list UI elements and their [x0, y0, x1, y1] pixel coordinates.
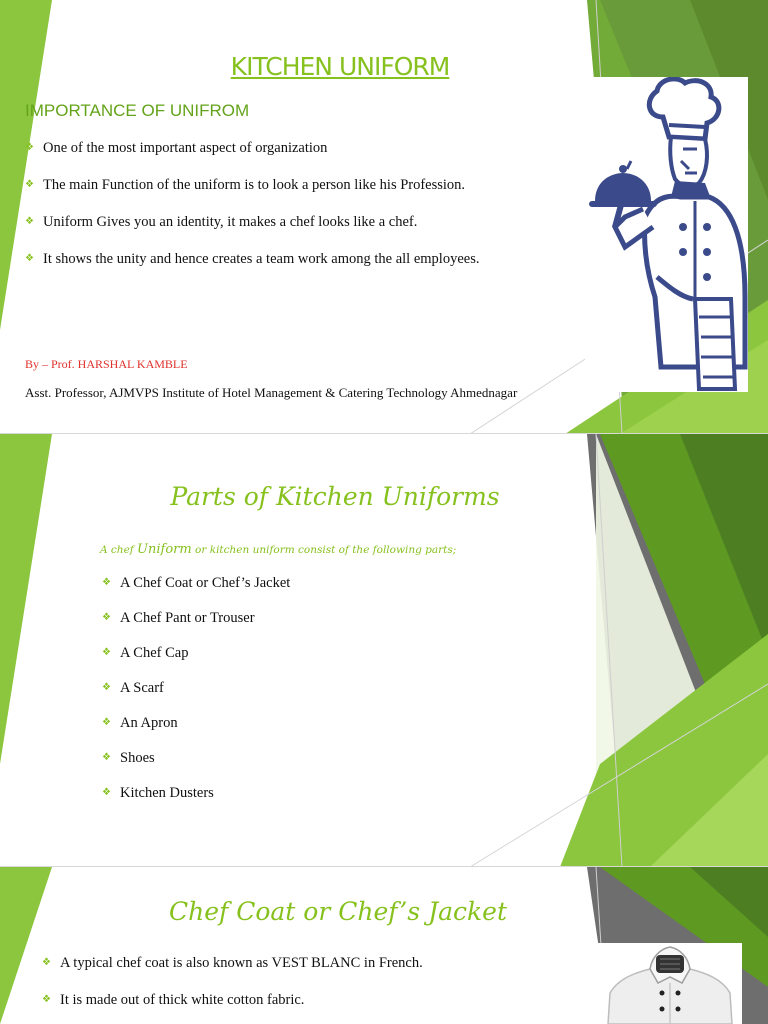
diamond-bullet-icon: ❖ [102, 577, 111, 588]
bullet-text: Shoes [120, 750, 155, 766]
diamond-bullet-icon: ❖ [42, 994, 51, 1005]
list-item [25, 213, 479, 250]
list-item [102, 714, 290, 749]
bullet-text: A Chef Pant or Trouser [120, 610, 255, 626]
diamond-bullet-icon: ❖ [42, 957, 51, 968]
diamond-bullet-icon: ❖ [25, 142, 34, 153]
bullet-text: The main Function of the uniform is to look a person like his Profession. [43, 177, 466, 193]
author-byline: By – Prof. HARSHAL KAMBLE [25, 357, 188, 371]
list-item [102, 749, 290, 784]
diamond-bullet-icon: ❖ [25, 179, 34, 190]
parts-bullet-list [102, 574, 290, 819]
list-item [102, 609, 290, 644]
bullet-text: A Scarf [120, 680, 164, 696]
bullet-text: A Chef Cap [120, 645, 189, 661]
diamond-bullet-icon: ❖ [102, 717, 111, 728]
importance-subheading: IMPORTANCE OF UNIFROM [25, 101, 250, 120]
bullet-text: It is made out of thick white cotton fabric. [60, 992, 305, 1008]
chef-jacket-photo-icon [598, 943, 742, 1024]
slide-1-title: KITCHEN UNIFORM [230, 52, 450, 81]
list-item [102, 784, 290, 819]
list-item [42, 954, 423, 991]
list-item [102, 644, 290, 679]
chef-coat-bullet-list [42, 954, 423, 1024]
bullet-text: A typical chef coat is also known as VEST BLANC in French. [60, 955, 423, 971]
list-item [102, 679, 290, 714]
list-item [25, 139, 479, 176]
slide-2 [0, 434, 768, 867]
bullet-text: A Chef Coat or Chef’s Jacket [120, 575, 291, 591]
diamond-bullet-icon: ❖ [25, 216, 34, 227]
list-item [25, 176, 479, 213]
chef-illustration-icon [585, 77, 748, 392]
slide-3-title: Chef Coat or Chef’s Jacket [168, 897, 507, 926]
slide-3 [0, 867, 768, 1024]
diamond-bullet-icon: ❖ [25, 253, 34, 264]
intro-suffix: or kitchen uniform consist of the following parts; [191, 544, 457, 556]
bullet-text: It shows the unity and hence creates a team work among the all employees. [43, 251, 480, 267]
diamond-bullet-icon: ❖ [102, 647, 111, 658]
diamond-bullet-icon: ❖ [102, 612, 111, 623]
slide-2-title: Parts of Kitchen Uniforms [170, 482, 500, 511]
bullet-text: Uniform Gives you an identity, it makes a chef looks like a chef. [43, 214, 418, 230]
diamond-bullet-icon: ❖ [102, 787, 111, 798]
intro-emphasis: Uniform [137, 542, 192, 557]
bullet-text: An Apron [120, 715, 178, 731]
list-item [102, 574, 290, 609]
diamond-bullet-icon: ❖ [102, 682, 111, 693]
author-affiliation: Asst. Professor, AJMVPS Institute of Hotel Management & Catering Technology Ahmednagar [25, 385, 518, 400]
importance-bullet-list [25, 139, 479, 287]
slide-1 [0, 0, 768, 434]
list-item [25, 250, 479, 287]
parts-intro-text [100, 542, 456, 557]
diamond-bullet-icon: ❖ [102, 752, 111, 763]
list-item [42, 991, 423, 1024]
bullet-text: One of the most important aspect of organization [43, 140, 328, 156]
intro-prefix: A chef [100, 544, 138, 556]
bullet-text: Kitchen Dusters [120, 785, 214, 801]
